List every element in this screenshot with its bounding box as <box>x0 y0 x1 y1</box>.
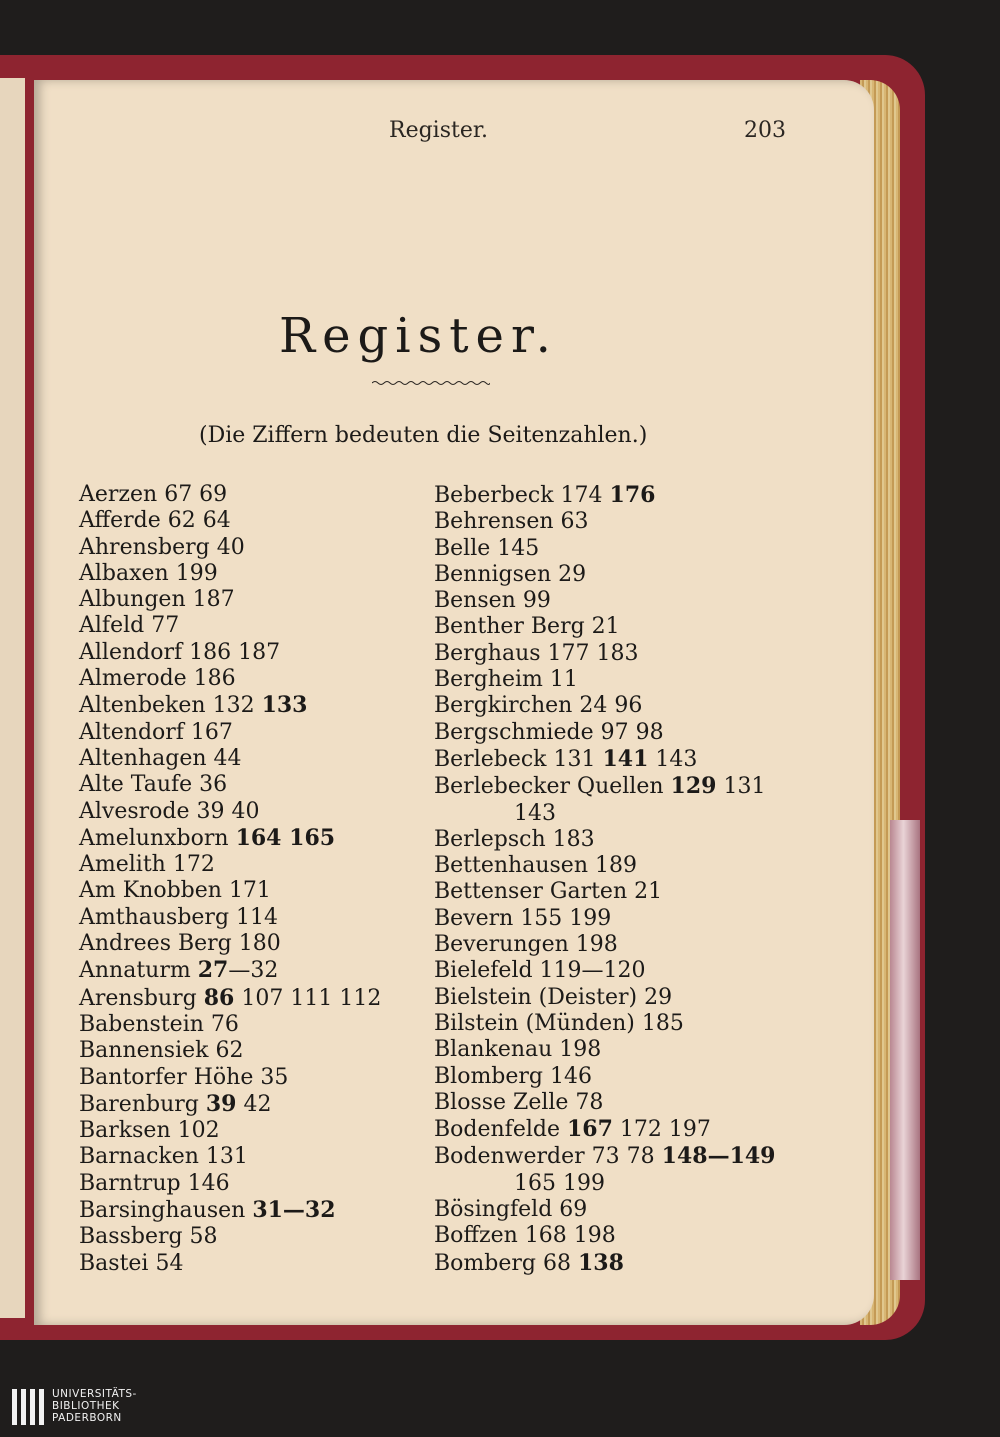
index-entry <box>79 1251 419 1277</box>
entry-text: Barenburg <box>79 1091 206 1117</box>
index-entry <box>79 957 419 984</box>
page-number: 203 <box>744 118 786 143</box>
entry-text: 131 <box>716 774 766 800</box>
index-entry <box>79 666 419 692</box>
index-entry <box>79 825 419 852</box>
index-entry <box>434 906 794 932</box>
index-entry <box>79 772 419 798</box>
entry-text: Albaxen 199 <box>79 560 218 586</box>
entry-continuation: 143 <box>514 800 556 826</box>
facing-page-edge <box>0 78 25 1318</box>
entry-text: Berlebeck 131 <box>434 746 603 772</box>
page-ref-bold: 148—149 <box>661 1143 776 1170</box>
index-entry <box>434 641 794 667</box>
explanatory-note: (Die Ziffern bedeuten die Seitenzahlen.) <box>199 423 648 448</box>
index-entry <box>434 1011 794 1037</box>
index-column-left <box>79 482 419 1277</box>
index-entry <box>434 667 794 693</box>
book-page <box>34 80 874 1325</box>
index-entry <box>79 561 419 587</box>
index-entry <box>79 508 419 534</box>
index-entry <box>79 535 419 561</box>
index-entry <box>434 693 794 719</box>
entry-text: Beverungen 198 <box>434 932 618 958</box>
index-entry <box>434 746 794 773</box>
entry-text: Alfeld 77 <box>79 613 180 639</box>
index-entry <box>434 614 794 640</box>
logo-line: BIBLIOTHEK <box>52 1400 120 1412</box>
page-ref-bold: 27 <box>197 957 229 984</box>
index-entry <box>79 746 419 772</box>
entry-text: Berghaus 177 183 <box>434 640 639 666</box>
entry-text: 107 111 112 <box>234 985 382 1011</box>
entry-text: Blomberg 146 <box>434 1063 592 1089</box>
index-entry <box>79 1091 419 1118</box>
entry-text: Boffzen 168 198 <box>434 1223 616 1249</box>
entry-text: Ahrensberg 40 <box>79 534 245 560</box>
entry-text: Babenstein 76 <box>79 1011 239 1037</box>
index-entry <box>434 720 794 746</box>
index-entry <box>434 773 794 827</box>
entry-continuation: 165 199 <box>514 1170 605 1196</box>
entry-text: Bennigsen 29 <box>434 561 587 587</box>
entry-text: Amthausberg 114 <box>79 904 279 930</box>
index-entry <box>79 1144 419 1170</box>
library-logo <box>10 1387 210 1427</box>
entry-text: Bastei 54 <box>79 1250 184 1276</box>
index-entry <box>434 827 794 853</box>
index-entry <box>79 1197 419 1224</box>
page-title: Register. <box>279 308 558 364</box>
entry-text: Bettenser Garten 21 <box>434 879 663 905</box>
index-entry <box>434 536 794 562</box>
index-entry <box>79 985 419 1012</box>
entry-text: Amelith 172 <box>79 852 215 878</box>
entry-text: Bösingfeld 69 <box>434 1197 588 1223</box>
logo-line: PADERBORN <box>52 1412 122 1424</box>
index-entry <box>434 588 794 614</box>
index-entry <box>79 799 419 825</box>
cover-highlight <box>890 820 920 1280</box>
index-entry <box>79 613 419 639</box>
index-entry <box>434 562 794 588</box>
page-ref-bold: 141 <box>602 745 649 772</box>
entry-text: Barnacken 131 <box>79 1144 248 1170</box>
entry-text: Andrees Berg 180 <box>79 931 281 957</box>
page-ref-bold: 167 <box>566 1116 613 1143</box>
entry-text: Alte Taufe 36 <box>79 772 228 798</box>
entry-text: Afferde 62 64 <box>79 508 231 534</box>
entry-text: Albungen 187 <box>79 587 235 613</box>
index-entry <box>434 1223 794 1249</box>
index-column-right <box>434 482 794 1277</box>
index-entry <box>79 1065 419 1091</box>
entry-text: Blosse Zelle 78 <box>434 1089 604 1115</box>
index-entry <box>434 1090 794 1116</box>
entry-text: Arensburg <box>79 985 204 1011</box>
page-ref-bold: 31—32 <box>252 1197 336 1224</box>
entry-text: Bilstein (Münden) 185 <box>434 1010 684 1036</box>
entry-text: Almerode 186 <box>79 666 236 692</box>
index-entry <box>79 482 419 508</box>
entry-text: Bantorfer Höhe 35 <box>79 1064 289 1090</box>
entry-text: 42 <box>236 1091 272 1117</box>
entry-text: Bodenwerder 73 78 <box>434 1144 662 1170</box>
entry-text: Barsinghausen <box>79 1198 253 1224</box>
index-entry <box>434 932 794 958</box>
entry-text: Altenbeken 132 <box>79 693 262 719</box>
entry-text: Barntrup 146 <box>79 1170 230 1196</box>
entry-text: Allendorf 186 187 <box>79 639 281 665</box>
entry-text: Behrensen 63 <box>434 509 589 535</box>
ornament-rule <box>372 380 490 386</box>
index-entry <box>79 1038 419 1064</box>
page-ref-bold: 138 <box>577 1249 624 1276</box>
entry-text: Bergkirchen 24 96 <box>434 693 643 719</box>
entry-text: Blankenau 198 <box>434 1037 602 1063</box>
entry-text: Aerzen 67 69 <box>79 482 228 507</box>
index-entry <box>79 852 419 878</box>
index-entry <box>79 905 419 931</box>
entry-text: Bevern 155 199 <box>434 905 612 931</box>
page-ref-bold: 133 <box>261 692 308 719</box>
page-ref-bold: 129 <box>670 773 717 800</box>
running-head: Register. <box>389 118 488 143</box>
index-entry <box>434 985 794 1011</box>
index-entry <box>79 1012 419 1038</box>
index-entry <box>434 1197 794 1223</box>
entry-text: Benther Berg 21 <box>434 614 620 640</box>
page-ref-bold: 164 165 <box>235 824 336 851</box>
entry-text: Altendorf 167 <box>79 719 233 745</box>
entry-text: Altenhagen 44 <box>79 745 242 771</box>
page-ref-bold: 39 <box>205 1090 237 1117</box>
index-entry <box>434 1116 794 1143</box>
library-logo-icon <box>10 1387 46 1427</box>
entry-text: —32 <box>228 958 279 984</box>
entry-text: Beberbeck 174 <box>434 483 610 508</box>
entry-text: Amelunxborn <box>79 825 236 851</box>
index-entry <box>79 931 419 957</box>
index-entry <box>434 482 794 509</box>
entry-text: Alvesrode 39 40 <box>79 798 260 824</box>
entry-text: Am Knobben 171 <box>79 878 271 904</box>
library-logo-text <box>52 1388 137 1424</box>
index-entry <box>434 1143 794 1197</box>
index-entry <box>434 853 794 879</box>
index-entry <box>434 1064 794 1090</box>
entry-text: Belle 145 <box>434 535 540 561</box>
entry-text: Bodenfelde <box>434 1117 567 1143</box>
index-entry <box>79 878 419 904</box>
entry-text: Bomberg 68 <box>434 1250 578 1276</box>
index-entry <box>434 509 794 535</box>
index-entry <box>79 1118 419 1144</box>
index-entry <box>434 1037 794 1063</box>
index-entry <box>79 692 419 719</box>
entry-text: Berlepsch 183 <box>434 826 595 852</box>
entry-text: Bergheim 11 <box>434 667 578 693</box>
index-entry <box>79 640 419 666</box>
index-entry <box>434 879 794 905</box>
entry-text: Bielstein (Deister) 29 <box>434 984 673 1010</box>
index-entry <box>434 1250 794 1277</box>
entry-text: Bettenhausen 189 <box>434 853 637 879</box>
index-entry <box>79 1224 419 1250</box>
page-ref-bold: 86 <box>203 984 235 1011</box>
index-entry <box>79 1171 419 1197</box>
entry-text: Bergschmiede 97 98 <box>434 719 664 745</box>
entry-text: Bannensiek 62 <box>79 1038 244 1064</box>
index-entry <box>434 958 794 984</box>
entry-text: 143 <box>648 746 698 772</box>
index-entry <box>79 720 419 746</box>
entry-text: Berlebecker Quellen <box>434 774 671 800</box>
page-ref-bold: 176 <box>609 482 656 508</box>
entry-text: Barksen 102 <box>79 1118 220 1144</box>
entry-text: 172 197 <box>612 1117 711 1143</box>
entry-text: Bensen 99 <box>434 588 551 614</box>
entry-text: Annaturm <box>79 958 198 984</box>
index-entry <box>79 587 419 613</box>
entry-text: Bielefeld 119—120 <box>434 958 646 984</box>
entry-text: Bassberg 58 <box>79 1224 218 1250</box>
logo-line: UNIVERSITÄTS- <box>52 1388 137 1400</box>
